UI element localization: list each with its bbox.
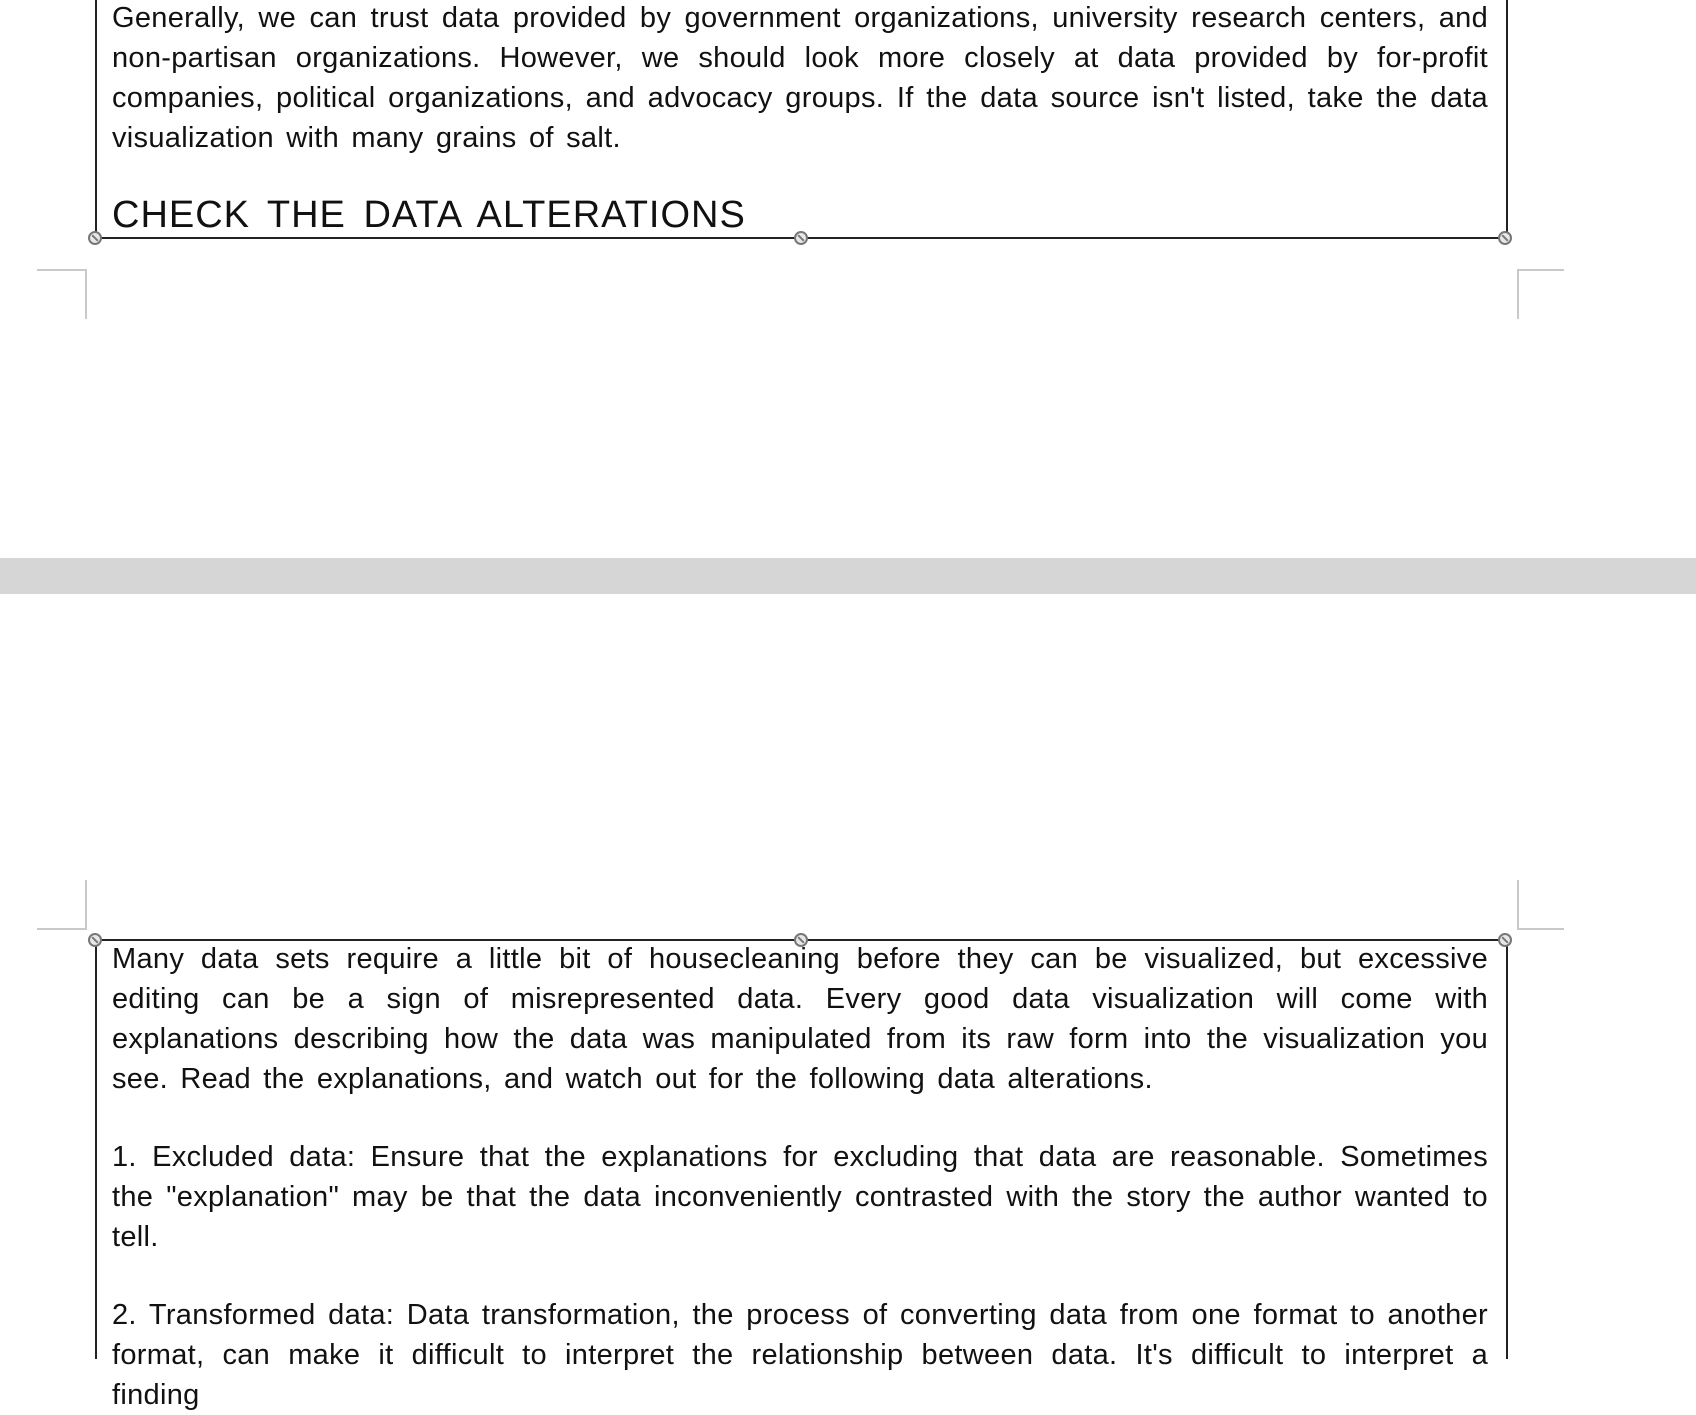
- resize-handle-icon[interactable]: [88, 231, 102, 245]
- crop-mark: [1517, 928, 1564, 930]
- resize-handle-icon[interactable]: [1498, 231, 1512, 245]
- paragraph-data-alterations-intro: Many data sets require a little bit of housecleaning before they can be visualized, but excessive editing can be a sign of misrepresented data. Every good data visualization will come with explanations describing how the data was manipulated from its raw form into the visualization you see. Read the explanations, and watch out for the following data alterations.: [112, 943, 1488, 1095]
- crop-mark: [85, 269, 87, 319]
- crop-mark: [1517, 269, 1564, 271]
- resize-handle-icon[interactable]: [88, 933, 102, 947]
- list-item-transformed-data: 2. Transformed data: Data transformation, the process of converting data from one format to another format, can make it difficult to interpret the relationship between data. It's difficult to interpret a finding: [112, 1299, 1488, 1411]
- crop-mark: [37, 928, 87, 930]
- text-frame-left-border: [95, 0, 97, 238]
- page-separator: [0, 558, 1696, 594]
- text-frame-right-border: [1506, 939, 1508, 1359]
- list-item-excluded-data: 1. Excluded data: Ensure that the explanations for excluding that data are reasonable. Sometimes the "explanation" may be that the data inconveniently contrasted with the story the author wanted to tell.: [112, 1141, 1488, 1253]
- document-page-top: [0, 0, 1696, 558]
- crop-mark: [1517, 880, 1519, 930]
- section-heading: CHECK THE DATA ALTERATIONS: [112, 194, 746, 236]
- paragraph-data-sources: Generally, we can trust data provided by government organizations, university research centers, and non-partisan organizations. However, we should look more closely at data provided by for-profit companies, political organizations, and advocacy groups. If the data source isn't listed, take the data visualization with many grains of salt.: [112, 2, 1488, 154]
- crop-mark: [37, 269, 86, 271]
- crop-mark: [1517, 269, 1519, 319]
- crop-mark: [85, 880, 87, 930]
- document-page-bottom: [0, 594, 1696, 1411]
- resize-handle-icon[interactable]: [794, 231, 808, 245]
- body-text[interactable]: [112, 0, 1488, 158]
- resize-handle-icon[interactable]: [1498, 933, 1512, 947]
- text-frame-left-border: [95, 939, 97, 1359]
- body-text[interactable]: [112, 939, 1488, 1415]
- text-frame-right-border: [1506, 0, 1508, 238]
